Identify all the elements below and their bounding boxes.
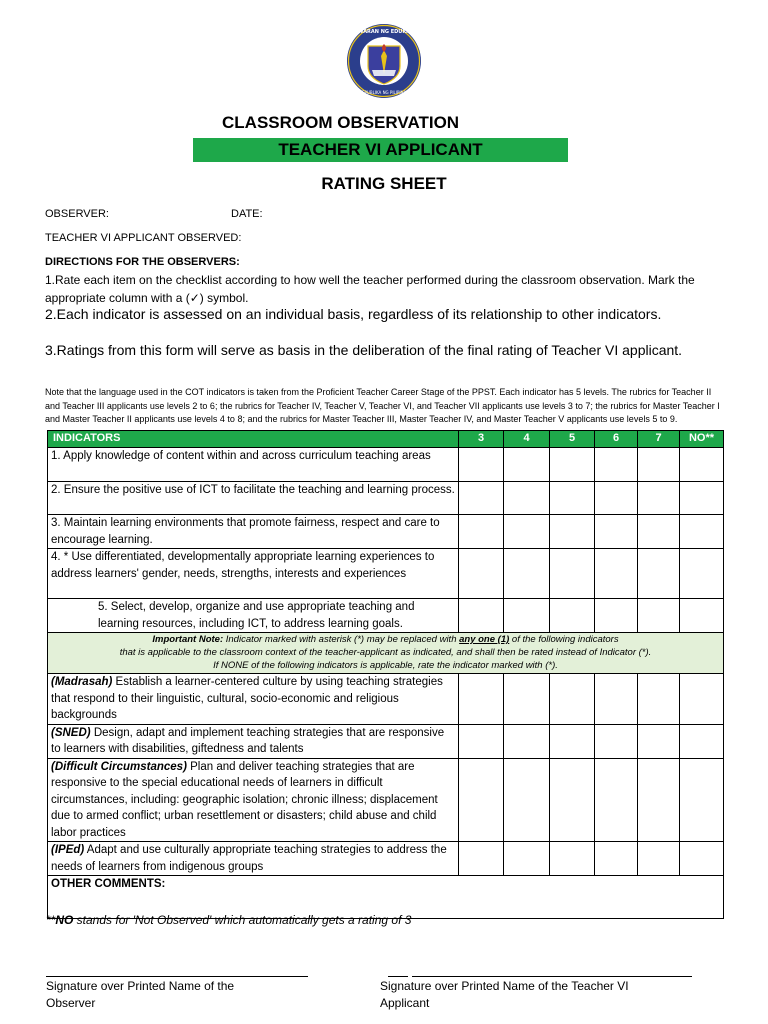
other-comments-label: OTHER COMMENTS: (51, 878, 166, 890)
alt-indicator-madrasah (48, 674, 459, 725)
rating-cell[interactable] (638, 482, 680, 515)
observer-label: OBSERVER: (45, 208, 109, 220)
rating-cell[interactable] (550, 448, 595, 482)
applicant-signature-line (412, 976, 692, 977)
table-row (48, 758, 724, 842)
important-note-text-c: of the following indicators (509, 634, 619, 645)
important-note-emphasis: any one (1) (459, 634, 510, 645)
header-rating-6: 6 (595, 431, 638, 448)
rating-cell[interactable] (595, 842, 638, 876)
rating-cell[interactable] (459, 515, 504, 549)
seal-top-text: KAGAWARAN NG EDUKASYON (342, 29, 426, 35)
important-note-line-3: If NONE of the following indicators is applicable, rate the indicator marked with (*). (213, 660, 558, 671)
rating-cell[interactable] (680, 842, 724, 876)
rating-cell[interactable] (680, 724, 724, 758)
applicant-signature-line-prefix (388, 976, 408, 977)
rating-cell[interactable] (550, 724, 595, 758)
rating-cell[interactable] (680, 758, 724, 842)
rating-cell[interactable] (504, 599, 550, 633)
alt-indicator-text: Adapt and use culturally appropriate teaching strategies to address the needs of learners from indigenous groups (51, 844, 447, 873)
important-note-line-2: that is applicable to the classroom context of the teacher-applicant as indicated, and shall then be rated instead of Indicator (*). (119, 647, 652, 658)
alt-indicator-tag: (Madrasah) (51, 676, 113, 688)
observer-signature-line (46, 976, 308, 977)
table-row (48, 674, 724, 725)
rating-cell[interactable] (638, 758, 680, 842)
rating-cell[interactable] (550, 599, 595, 633)
table-row (48, 549, 724, 599)
indicator-3: 3. Maintain learning environments that promote fairness, respect and care to encourage learning. (48, 515, 459, 549)
rating-cell[interactable] (638, 448, 680, 482)
rating-cell[interactable] (680, 515, 724, 549)
date-label: DATE: (231, 208, 263, 220)
rating-cell[interactable] (459, 674, 504, 725)
observed-teacher-label: TEACHER VI APPLICANT OBSERVED: (45, 232, 242, 244)
rating-cell[interactable] (459, 758, 504, 842)
rating-cell[interactable] (595, 599, 638, 633)
rating-cell[interactable] (595, 482, 638, 515)
footnote-text: stands for 'Not Observed' which automatically gets a rating of 3 (73, 913, 412, 927)
indicator-4: 4. * Use differentiated, developmentally appropriate learning experiences to address learners' gender, needs, strengths, interests and experiences (48, 549, 459, 599)
table-row (48, 724, 724, 758)
important-note (48, 633, 724, 674)
direction-3: 3.Ratings from this form will serve as basis in the deliberation of the final rating of Teacher VI applicant. (45, 342, 683, 358)
rating-cell[interactable] (504, 482, 550, 515)
levels-note: Note that the language used in the COT indicators is taken from the Proficient Teacher Career Stage of the PPST. Each indicator has 5 levels. The rubrics for Teacher II and Teacher III applicants use levels 2 to 6; the rubrics for Teacher IV, Teacher V, Teacher VI, and Teacher VII applicants use levels 3 to 7; the rubrics for Master Teacher I and Master Teacher II applicants use levels 4 to 8; and the rubrics for Master Teacher III, Master Teacher IV, and Master Teacher V applicants use levels 5 to 9. (45, 387, 720, 424)
directions-heading: DIRECTIONS FOR THE OBSERVERS: (45, 256, 240, 268)
rating-cell[interactable] (680, 448, 724, 482)
rating-cell[interactable] (638, 842, 680, 876)
rating-cell[interactable] (550, 758, 595, 842)
observer-signature-label: Signature over Printed Name of the Observer (46, 979, 235, 1010)
alt-indicator-tag: (SNED) (51, 726, 91, 739)
rating-cell[interactable] (504, 549, 550, 599)
header-rating-4: 4 (504, 431, 550, 448)
table-row (48, 515, 724, 549)
important-note-row (48, 633, 724, 674)
alt-indicator-difficult-circumstances (48, 758, 459, 842)
table-header-row (48, 431, 724, 448)
table-row (48, 482, 724, 515)
rating-cell[interactable] (595, 724, 638, 758)
rating-cell[interactable] (459, 549, 504, 599)
rating-cell[interactable] (550, 515, 595, 549)
rating-cell[interactable] (504, 758, 550, 842)
header-indicators: INDICATORS (48, 431, 459, 448)
rating-cell[interactable] (459, 482, 504, 515)
page-title: CLASSROOM OBSERVATION (222, 113, 460, 132)
rating-cell[interactable] (504, 724, 550, 758)
rating-cell[interactable] (638, 724, 680, 758)
rating-cell[interactable] (459, 724, 504, 758)
rating-cell[interactable] (459, 599, 504, 633)
applicant-signature-label: Signature over Printed Name of the Teacher VI Applicant (380, 979, 629, 1010)
rating-table (47, 430, 724, 919)
rating-cell[interactable] (550, 842, 595, 876)
alt-indicator-tag: (Difficult Circumstances) (51, 760, 187, 773)
alt-indicator-text: Plan and deliver teaching strategies that are responsive to the special educational needs of learners in difficult circumstances, including: geographic isolation; chronic illness; displacement due to armed conflict; urban resettlement or disasters; child abuse and child labor practices (51, 760, 438, 839)
alt-indicator-text: Design, adapt and implement teaching strategies that are responsive to learners with disabilities, giftedness and talents (51, 726, 445, 755)
rating-cell[interactable] (504, 515, 550, 549)
rating-cell[interactable] (550, 674, 595, 725)
important-note-label: Important Note: (152, 634, 224, 645)
rating-cell[interactable] (595, 515, 638, 549)
header-rating-5: 5 (550, 431, 595, 448)
rating-cell[interactable] (504, 674, 550, 725)
seal-bottom-text: REPUBLIKA NG PILIPINAS (359, 90, 409, 95)
indicator-2: 2. Ensure the positive use of ICT to facilitate the teaching and learning process. (48, 482, 459, 515)
table-row (48, 448, 724, 482)
rating-cell[interactable] (680, 599, 724, 633)
rating-cell[interactable] (504, 448, 550, 482)
rating-cell[interactable] (595, 758, 638, 842)
table-row (48, 599, 724, 633)
direction-2: 2.Each indicator is assessed on an individual basis, regardless of its relationship to other indicators. (45, 306, 662, 322)
header-not-observed: NO** (680, 431, 724, 448)
rating-cell[interactable] (595, 674, 638, 725)
footnote-prefix: ** (46, 913, 56, 927)
alt-indicator-text: Establish a learner-centered culture by using teaching strategies that respond to their linguistic, cultural, socio-economic and religious backgrounds (51, 676, 443, 721)
rating-cell[interactable] (638, 599, 680, 633)
alt-indicator-tag: (IPEd) (51, 844, 85, 856)
rating-cell[interactable] (459, 448, 504, 482)
rating-cell[interactable] (638, 674, 680, 725)
applicant-banner (193, 138, 568, 162)
alt-indicator-sned (48, 724, 459, 758)
sheet-title: RATING SHEET (321, 174, 447, 193)
rating-cell[interactable] (680, 674, 724, 725)
footnote-no: NO (55, 913, 74, 927)
applicant-banner-text: TEACHER VI APPLICANT (278, 140, 483, 159)
rating-cell[interactable] (595, 549, 638, 599)
rating-cell[interactable] (459, 842, 504, 876)
rating-cell[interactable] (680, 549, 724, 599)
alt-indicator-iped (48, 842, 459, 876)
rating-cell[interactable] (595, 448, 638, 482)
table-row (48, 842, 724, 876)
rating-cell[interactable] (638, 515, 680, 549)
indicator-5: 5. Select, develop, organize and use appropriate teaching and learning resources, including ICT, to address learning goals. (48, 599, 459, 633)
important-note-text-a: Indicator marked with asterisk (*) may be replaced with (223, 634, 460, 645)
header-rating-7: 7 (638, 431, 680, 448)
direction-1: 1.Rate each item on the checklist according to how well the teacher performed during the classroom observation. Mark the appropriate column with a (✓) symbol. (45, 273, 695, 305)
indicator-1: 1. Apply knowledge of content within and across curriculum teaching areas (48, 448, 459, 482)
rating-cell[interactable] (638, 549, 680, 599)
rating-cell[interactable] (504, 842, 550, 876)
rating-cell[interactable] (680, 482, 724, 515)
rating-cell[interactable] (550, 482, 595, 515)
footnote (46, 912, 446, 929)
header-rating-3: 3 (459, 431, 504, 448)
deped-seal-logo (334, 22, 434, 100)
rating-cell[interactable] (550, 549, 595, 599)
